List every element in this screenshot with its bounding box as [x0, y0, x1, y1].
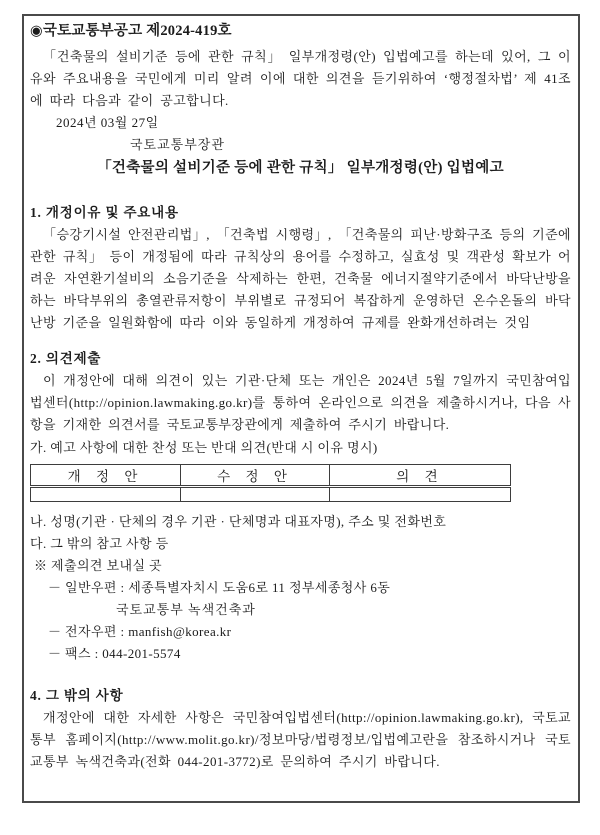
list-item-na: 나. 성명(기관 · 단체의 경우 기관 · 단체명과 대표자명), 주소 및 전화번호 — [30, 514, 447, 529]
section1-heading: 1. 개정이유 및 주요내용 — [30, 205, 179, 220]
notice-issuer: 국토교통부장관 — [130, 137, 225, 152]
table-empty-cell — [31, 487, 181, 502]
opinion-table — [30, 464, 511, 502]
list-item-ga: 가. 예고 사항에 대한 찬성 또는 반대 의견(반대 시 이유 명시) — [30, 440, 378, 455]
page-title: 「건축물의 설비기준 등에 관한 규칙」 일부개정령(안) 입법예고 — [97, 160, 504, 176]
submission-address-heading: ※ 제출의견 보내실 곳 — [34, 558, 163, 573]
table-empty-cell — [330, 487, 511, 502]
notice-document-frame — [22, 14, 580, 803]
table-empty-cell — [181, 487, 330, 502]
column-header-revision: 수 정 안 — [181, 465, 330, 487]
email-address-line: － 전자우편 : manfish@korea.kr — [48, 624, 232, 639]
section4-body-paragraph: 개정안에 대한 자세한 사항은 국민참여입법센터(http://opinion.lawmaking.go.kr), 국토교통부 홈페이지(http://www.molit.go.kr)/정보마당/법령정보/입법예고란을 참조하시거나 국토교통부 녹색건축과(전화 044-201-3772)로 문의하여 주시기 바랍니다. — [30, 710, 571, 769]
section4-heading: 4. 그 밖의 사항 — [30, 688, 124, 703]
fisheye-bullet-icon: ◉ — [30, 23, 43, 39]
notice-date: 2024년 03월 27일 — [56, 115, 159, 130]
column-header-opinion: 의 견 — [330, 465, 511, 487]
fax-number-line: － 팩스 : 044-201-5574 — [48, 646, 181, 661]
section1-body-paragraph: 「승강기시설 안전관리법」, 「건축법 시행령」, 「건축물의 피난·방화구조 등의 기준에 관한 규칙」 등이 개정됨에 따라 규칙상의 용어를 수정하고, 실효성 및 객관성 확보가 어려운 자연환기설비의 소음기준을 삭제하는 한편, 건축물 에너지절약기준에서 바닥난방을 하는 바닥부위의 총열관류저항이 부위별로 규정되어 복잡하게 운영하던 온수온돌의 바닥난방 기준을 일원화함에 따라 이와 동일하게 개정하여 규제를 완화개선하려는 것임 — [30, 227, 571, 330]
table-row — [31, 487, 511, 502]
notice-intro-paragraph: 「건축물의 설비기준 등에 관한 규칙」 일부개정령(안) 입법예고를 하는데 있어, 그 이유와 주요내용을 국민에게 미리 알려 이에 대한 의견을 듣기위하여 ‘행정절차법’ 제 41조에 따라 다음과 같이 공고합니다. — [30, 49, 571, 108]
postal-address-dept-line: 국토교통부 녹색건축과 — [116, 602, 256, 617]
section2-heading: 2. 의견제출 — [30, 351, 102, 366]
notice-number-text: 국토교통부공고 제2024-419호 — [42, 23, 232, 39]
notice-number-line — [30, 20, 571, 42]
opinion-table-header-row — [31, 465, 511, 487]
postal-address-line: － 일반우편 : 세종특별자치시 도움6로 11 정부세종청사 6동 — [48, 580, 391, 595]
column-header-amendment: 개 정 안 — [31, 465, 181, 487]
list-item-da: 다. 그 밖의 참고 사항 등 — [30, 536, 169, 551]
section2-body-paragraph: 이 개정안에 대해 의견이 있는 기관·단체 또는 개인은 2024년 5월 7일까지 국민참여입법센터(http://opinion.lawmaking.go.kr)를 통하여 온라인으로 의견을 제출하시거나, 다음 사항을 기재한 의견서를 국토교통부장관에게 제출하여 주시기 바랍니다. — [30, 373, 571, 432]
